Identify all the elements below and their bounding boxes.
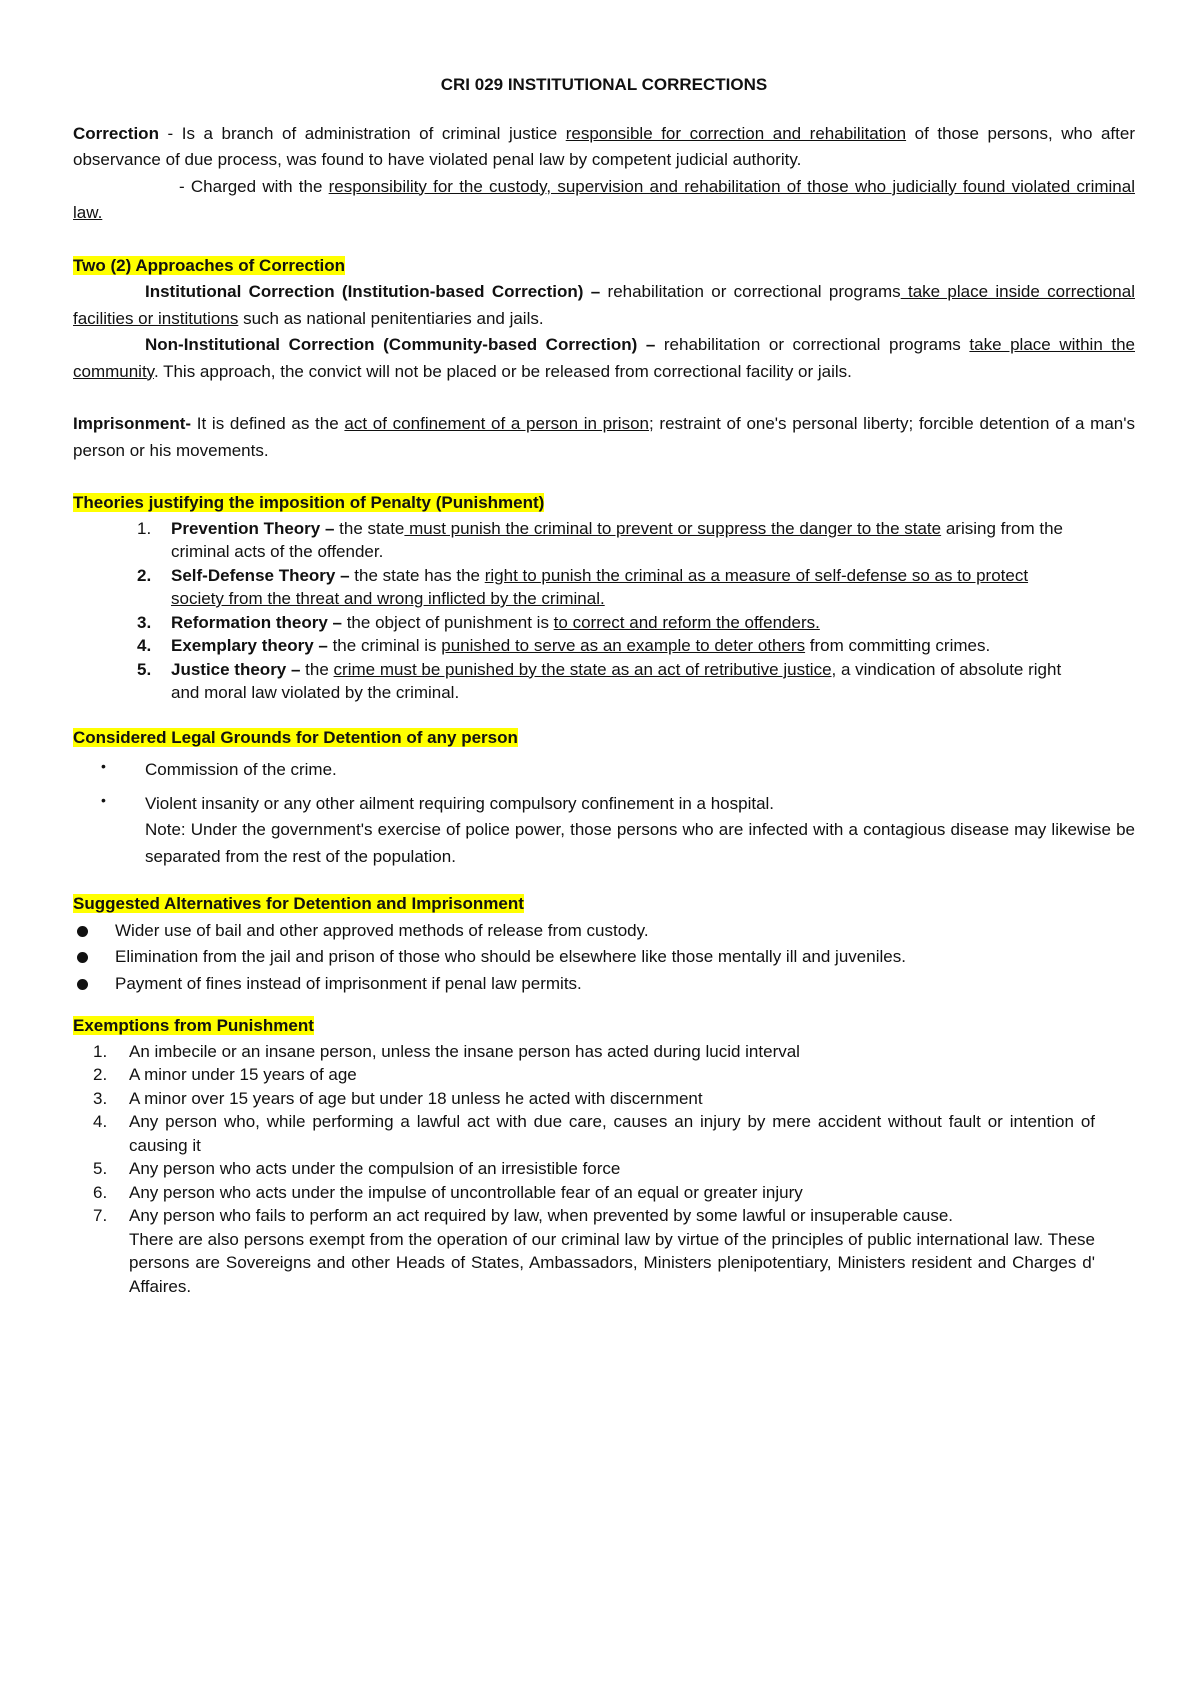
grounds-heading: Considered Legal Grounds for Detention of any person bbox=[73, 727, 518, 747]
bullet-icon bbox=[77, 926, 88, 937]
list-item: 3. Reformation theory – the object of punishment is to correct and reform the offenders. bbox=[137, 612, 820, 632]
institutional-correction: Institutional Correction (Institution-based Correction) – rehabilitation or correctional programs take place inside correctional facilities or institutions such as national penitentiaries and jails. bbox=[73, 282, 1135, 328]
document-title: CRI 029 INSTITUTIONAL CORRECTIONS bbox=[440, 75, 768, 94]
list-item: Wider use of bail and other approved methods of release from custody. bbox=[73, 918, 1135, 945]
list-item: 1. An imbecile or an insane person, unless the insane person has acted during lucid interval bbox=[93, 1041, 800, 1061]
grounds-note: Note: Under the government's exercise of police power, those persons who are infected with a contagious disease may likewise be separated from the rest of the population. bbox=[145, 820, 1135, 866]
list-item: Payment of fines instead of imprisonment if penal law permits. bbox=[73, 971, 1135, 998]
bullet-icon bbox=[77, 979, 88, 990]
theories-heading: Theories justifying the imposition of Penalty (Punishment) bbox=[73, 493, 545, 512]
alternatives-heading: Suggested Alternatives for Detention and Imprisonment bbox=[73, 894, 524, 913]
list-item: 6. Any person who acts under the impulse of uncontrollable fear of an equal or greater injury bbox=[93, 1182, 803, 1202]
list-item: • Violent insanity or any other ailment requiring compulsory confinement in a hospital. Note: Under the government's exercise of police power, those persons who are infected with a contagious disease may likewise be separated from the rest of the population. bbox=[73, 791, 1135, 871]
document-page bbox=[73, 72, 1135, 1298]
bullet-icon: • bbox=[101, 758, 106, 774]
list-item: 5. Justice theory – the crime must be punished by the state as an act of retributive justice, a vindication of absolute right and moral law violated by the criminal. bbox=[137, 659, 1062, 702]
list-item: • Commission of the crime. bbox=[73, 757, 1135, 784]
grounds-list bbox=[73, 757, 1135, 870]
list-item: 2. Self-Defense Theory – the state has the right to punish the criminal as a measure of self-defense so as to protect society from the threat and wrong inflicted by the criminal. bbox=[137, 565, 1029, 608]
list-item: 1. Prevention Theory – the state must punish the criminal to prevent or suppress the danger to the state arising from the criminal acts of the offender. bbox=[137, 518, 1064, 561]
list-item: 5. Any person who acts under the compulsion of an irresistible force bbox=[93, 1159, 621, 1178]
bullet-icon bbox=[77, 952, 88, 963]
alternatives-list bbox=[73, 918, 1135, 998]
list-item: 4. Exemplary theory – the criminal is punished to serve as an example to deter others from committing crimes. bbox=[137, 636, 991, 655]
exemptions-heading: Exemptions from Punishment bbox=[73, 1016, 314, 1035]
bullet-icon: • bbox=[101, 791, 106, 808]
list-item: 4. Any person who, while performing a lawful act with due care, causes an injury by mere accident without fault or intention of causing it bbox=[93, 1112, 1095, 1155]
list-item: 7. Any person who fails to perform an act required by law, when prevented by some lawful or insuperable cause. bbox=[93, 1206, 954, 1225]
list-item: 3. A minor over 15 years of age but under 18 unless he acted with discernment bbox=[93, 1088, 703, 1108]
correction-term: Correction bbox=[73, 123, 159, 143]
exemptions-list bbox=[73, 1040, 1095, 1299]
correction-definition: Correction - Is a branch of administration of criminal justice responsible for correction and rehabilitation of those persons, who after observance of due process, was found to have violated penal law by competent judicial authority. bbox=[73, 123, 1135, 169]
correction-definition-2: - Charged with the responsibility for the custody, supervision and rehabilitation of those who judicially found violated criminal law. bbox=[73, 176, 1135, 222]
theories-list bbox=[127, 517, 1077, 705]
approaches-heading: Two (2) Approaches of Correction bbox=[73, 255, 346, 275]
exemptions-note: There are also persons exempt from the operation of our criminal law by virtue of the principles of public international law. These persons are Sovereigns and other Heads of States, Ambassadors, Ministers plenipotentiary, Ministers resident and Charges d' Affaires. bbox=[129, 1229, 1095, 1296]
imprisonment-definition: Imprisonment- It is defined as the act of confinement of a person in prison; restraint of one's personal liberty; forcible detention of a man's person or his movements. bbox=[73, 414, 1135, 460]
list-item: Elimination from the jail and prison of those who should be elsewhere like those mentally ill and juveniles. bbox=[73, 944, 1135, 971]
non-institutional-correction: Non-Institutional Correction (Community-based Correction) – rehabilitation or correctional programs take place within the community. This approach, the convict will not be placed or be released from correctional facility or jails. bbox=[73, 335, 1135, 381]
list-item: 2. A minor under 15 years of age bbox=[93, 1065, 357, 1084]
